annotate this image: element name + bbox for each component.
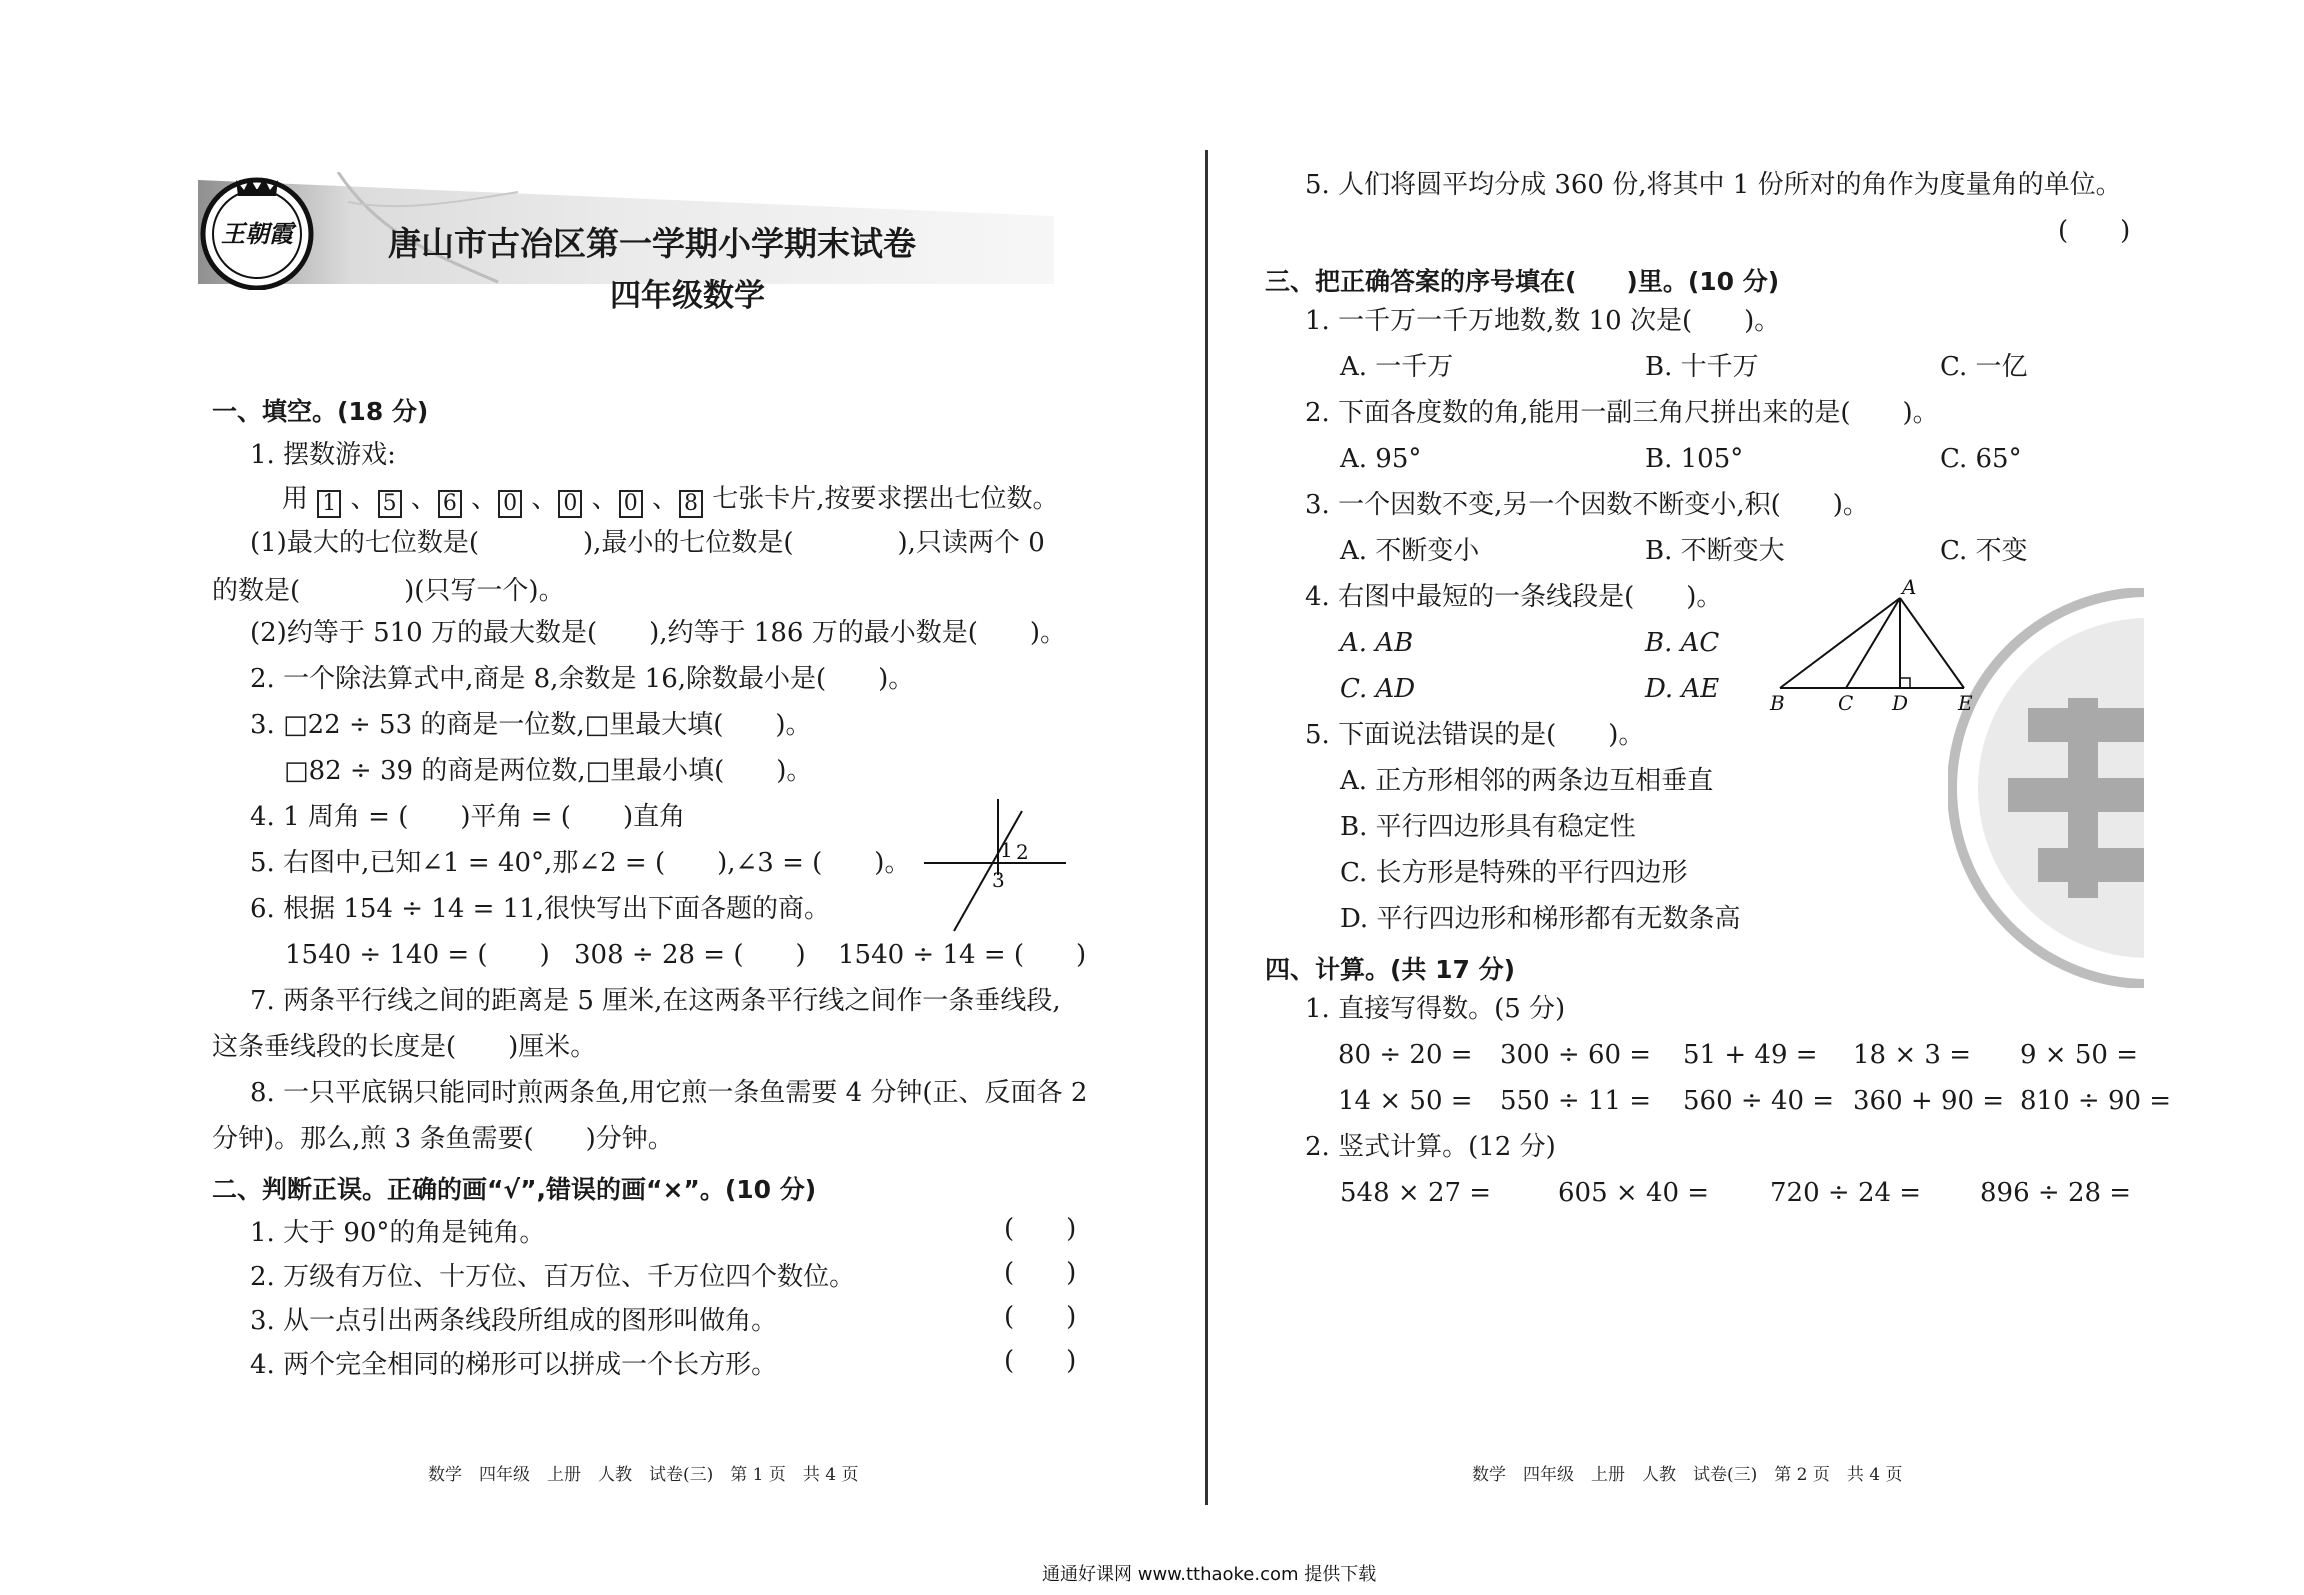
answer-paren: ( ) bbox=[2058, 216, 2131, 246]
section-1-title: 一、填空。(18 分) bbox=[212, 397, 429, 426]
q4-1: 1. 直接写得数。(5 分) bbox=[1305, 994, 1566, 1024]
calc-item: 300 ÷ 60 = bbox=[1500, 1040, 1652, 1070]
vertex-label: C bbox=[1838, 691, 1854, 715]
option: C. 长方形是特殊的平行四边形 bbox=[1340, 858, 1688, 888]
vertex-label: A bbox=[1902, 576, 1917, 599]
q1-6a: 1540 ÷ 140 = ( ) bbox=[285, 940, 550, 970]
page-divider bbox=[1205, 150, 1208, 1505]
download-credit: 通通好课网 www.tthaoke.com 提供下载 bbox=[1042, 1564, 1377, 1585]
option: D. AE bbox=[1645, 674, 1720, 704]
calc-item: 51 + 49 = bbox=[1683, 1040, 1818, 1070]
card-digit: 6 bbox=[438, 490, 462, 518]
calc-item: 80 ÷ 20 = bbox=[1338, 1040, 1473, 1070]
q1-1b: 的数是( )(只写一个)。 bbox=[212, 576, 565, 606]
option: A. 95° bbox=[1340, 444, 1422, 474]
option: B. 平行四边形具有稳定性 bbox=[1340, 812, 1636, 842]
exam-subtitle: 四年级数学 bbox=[610, 278, 765, 314]
option: C. 一亿 bbox=[1940, 352, 2028, 382]
q2-4: 4. 两个完全相同的梯形可以拼成一个长方形。 bbox=[250, 1350, 778, 1380]
q1-8a: 8. 一只平底锅只能同时煎两条鱼,用它煎一条鱼需要 4 分钟(正、反面各 2 bbox=[250, 1078, 1088, 1108]
q1-7b: 这条垂线段的长度是( )厘米。 bbox=[212, 1032, 597, 1062]
logo-seal-icon bbox=[198, 172, 316, 290]
q3-2: 2. 下面各度数的角,能用一副三角尺拼出来的是( )。 bbox=[1305, 398, 1939, 428]
calc-item: 14 × 50 = bbox=[1338, 1086, 1473, 1116]
q1-6: 6. 根据 154 ÷ 14 = 11,很快写出下面各题的商。 bbox=[250, 894, 831, 924]
option: C. 不变 bbox=[1940, 536, 2028, 566]
option: B. 不断变大 bbox=[1645, 536, 1785, 566]
q1-1a: (1)最大的七位数是( ),最小的七位数是( ),只读两个 0 bbox=[250, 528, 1045, 558]
q1-7a: 7. 两条平行线之间的距离是 5 厘米,在这两条平行线之间作一条垂线段, bbox=[250, 986, 1061, 1016]
angle-figure bbox=[920, 795, 1070, 935]
option: D. 平行四边形和梯形都有无数条高 bbox=[1340, 904, 1741, 934]
section-4-title: 四、计算。(共 17 分) bbox=[1265, 955, 1516, 984]
q3-4: 4. 右图中最短的一条线段是( )。 bbox=[1305, 582, 1723, 612]
option: C. 65° bbox=[1940, 444, 2022, 474]
q2-3: 3. 从一点引出两条线段所组成的图形叫做角。 bbox=[250, 1306, 778, 1336]
calc-item: 548 × 27 = bbox=[1340, 1178, 1492, 1208]
logo-text: 王朝霞 bbox=[221, 219, 293, 248]
option: A. 不断变小 bbox=[1340, 536, 1480, 566]
card-digit: 1 bbox=[317, 490, 341, 518]
card-digit: 5 bbox=[378, 490, 402, 518]
card-digit: 0 bbox=[498, 490, 522, 518]
q1-1-cards: 用 1 、 5 、 6 、 0 、 0 、 0 、 8 七张卡片,按要求摆出七位数。 bbox=[282, 484, 1059, 516]
calc-item: 605 × 40 = bbox=[1558, 1178, 1710, 1208]
answer-paren: ( ) bbox=[1004, 1302, 1077, 1332]
answer-paren: ( ) bbox=[1004, 1214, 1077, 1244]
q1-8b: 分钟)。那么,煎 3 条鱼需要( )分钟。 bbox=[212, 1124, 674, 1154]
q3-3: 3. 一个因数不变,另一个因数不断变小,积( )。 bbox=[1305, 490, 1869, 520]
answer-paren: ( ) bbox=[1004, 1258, 1077, 1288]
section-3-title: 三、把正确答案的序号填在( )里。(10 分) bbox=[1265, 267, 1780, 296]
q1-3a: 3. □22 ÷ 53 的商是一位数,□里最大填( )。 bbox=[250, 710, 812, 740]
q1-1: 1. 摆数游戏: bbox=[250, 440, 396, 470]
option: B. 十千万 bbox=[1645, 352, 1759, 382]
option: C. AD bbox=[1340, 674, 1416, 704]
exam-title: 唐山市古冶区第一学期小学期末试卷 bbox=[388, 224, 916, 263]
footer-right: 数学 四年级 上册 人教 试卷(三) 第 2 页 共 4 页 bbox=[1472, 1465, 1903, 1485]
calc-item: 550 ÷ 11 = bbox=[1500, 1086, 1652, 1116]
cards-prefix: 用 bbox=[282, 484, 309, 514]
q1-5: 5. 右图中,已知∠1 = 40°,那∠2 = ( ),∠3 = ( )。 bbox=[250, 848, 911, 878]
footer-left: 数学 四年级 上册 人教 试卷(三) 第 1 页 共 4 页 bbox=[428, 1465, 859, 1485]
q2-1: 1. 大于 90°的角是钝角。 bbox=[250, 1218, 546, 1248]
q3-5: 5. 下面说法错误的是( )。 bbox=[1305, 720, 1645, 750]
calc-item: 720 ÷ 24 = bbox=[1770, 1178, 1922, 1208]
vertex-label: D bbox=[1892, 691, 1909, 715]
calc-item: 896 ÷ 28 = bbox=[1980, 1178, 2132, 1208]
option: A. 一千万 bbox=[1340, 352, 1454, 382]
q1-2: 2. 一个除法算式中,商是 8,余数是 16,除数最小是( )。 bbox=[250, 664, 915, 694]
vertex-label: B bbox=[1770, 691, 1785, 715]
option: A. AB bbox=[1340, 628, 1414, 658]
q3-1: 1. 一千万一千万地数,数 10 次是( )。 bbox=[1305, 306, 1781, 336]
q1-1c: (2)约等于 510 万的最大数是( ),约等于 186 万的最小数是( )。 bbox=[250, 618, 1066, 648]
triangle-figure bbox=[1760, 576, 1980, 716]
angle-label: 1 bbox=[1000, 838, 1013, 862]
section-2-title: 二、判断正误。正确的画“√”,错误的画“×”。(10 分) bbox=[212, 1175, 817, 1204]
option: B. AC bbox=[1645, 628, 1720, 658]
calc-item: 9 × 50 = bbox=[2020, 1040, 2138, 1070]
calc-item: 360 + 90 = bbox=[1853, 1086, 2005, 1116]
q2-5: 5. 人们将圆平均分成 360 份,将其中 1 份所对的角作为度量角的单位。 bbox=[1305, 170, 2122, 200]
q1-3b: □82 ÷ 39 的商是两位数,□里最小填( )。 bbox=[284, 756, 813, 786]
option: A. 正方形相邻的两条边互相垂直 bbox=[1340, 766, 1714, 796]
q1-6b: 308 ÷ 28 = ( ) bbox=[574, 940, 806, 970]
vertex-label: E bbox=[1958, 691, 1973, 715]
card-digit: 0 bbox=[619, 490, 643, 518]
q2-2: 2. 万级有万位、十万位、百万位、千万位四个数位。 bbox=[250, 1262, 856, 1292]
calc-item: 560 ÷ 40 = bbox=[1683, 1086, 1835, 1116]
angle-label: 2 bbox=[1016, 840, 1029, 864]
answer-paren: ( ) bbox=[1004, 1346, 1077, 1376]
card-digit: 8 bbox=[679, 490, 703, 518]
q1-4: 4. 1 周角 = ( )平角 = ( )直角 bbox=[250, 802, 686, 832]
calc-item: 810 ÷ 90 = bbox=[2020, 1086, 2172, 1116]
q1-6c: 1540 ÷ 14 = ( ) bbox=[838, 940, 1087, 970]
angle-label: 3 bbox=[992, 868, 1005, 892]
q4-2: 2. 竖式计算。(12 分) bbox=[1305, 1132, 1556, 1162]
cards-suffix: 七张卡片,按要求摆出七位数。 bbox=[712, 484, 1059, 514]
option: B. 105° bbox=[1645, 444, 1744, 474]
calc-item: 18 × 3 = bbox=[1853, 1040, 1971, 1070]
card-digit: 0 bbox=[558, 490, 582, 518]
